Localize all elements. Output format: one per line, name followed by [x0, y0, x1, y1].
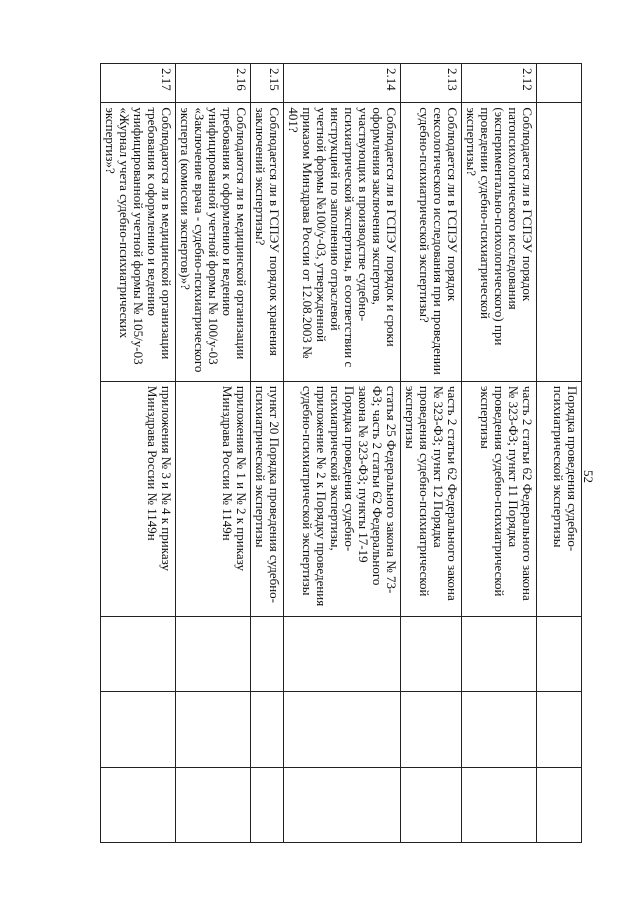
row-question: Соблюдается ли в ГСПЭУ порядок и сроки оформления заключения экспертов, участвующих в производстве судебно-психиатрической экспертизы, в соответствии с инструкцией по заполнению отраслевой учетной формы №100/у-03, утвержденной приказом Минздрава России от 12.08.2003 № 401? [284, 103, 401, 382]
answer-cell-na [462, 767, 537, 842]
answer-cell-yes [101, 616, 176, 691]
row-reference: часть 2 статьи 62 Федерального закона № 323-ФЗ; пункт 11 Порядка проведения судебно-психиатрической экспертизы [462, 381, 537, 616]
row-number [537, 64, 582, 103]
row-question [537, 103, 582, 382]
table-row [101, 64, 176, 843]
row-number: 2.12 [462, 64, 537, 103]
answer-cell-no [537, 692, 582, 767]
answer-cell-yes [284, 616, 401, 691]
answer-cell-na [537, 767, 582, 842]
table-row [251, 64, 284, 843]
rotated-table-container [103, 63, 582, 843]
row-number: 2.15 [251, 64, 284, 103]
row-number: 2.16 [176, 64, 251, 103]
row-question: Соблюдаются ли в медицинской организации требования к оформлению и ведению унифицированной учетной формы № 105/у-03 «Журнал учета судебно-психиатрических экспертиз»? [101, 103, 176, 382]
table-row [401, 64, 462, 843]
row-reference: пункт 20 Порядка проведения судебно-психиатрической экспертизы [251, 381, 284, 616]
row-reference: приложения № 1 и № 2 к приказу Минздрава России № 1149н [176, 381, 251, 616]
answer-cell-na [251, 767, 284, 842]
row-reference: статья 25 Федерального закона № 73-ФЗ; часть 2 статьи 62 Федерального закона № 323-ФЗ; пункты 17-19 Порядка проведения судебно-психиатрической экспертизы, приложение № 2 к Порядку проведения судебно-психиатрической экспертизы [284, 381, 401, 616]
answer-cell-na [401, 767, 462, 842]
answer-cell-yes [176, 616, 251, 691]
table-row [284, 64, 401, 843]
answer-cell-yes [462, 616, 537, 691]
table-row-continuation [537, 64, 582, 843]
row-reference: Порядка проведения судебно-психиатрической экспертизы [537, 381, 582, 616]
row-question: Соблюдается ли в ГСПЭУ порядок сексологического исследования при проведении судебно-психиатрической экспертизы? [401, 103, 462, 382]
answer-cell-na [101, 767, 176, 842]
row-question: Соблюдается ли в ГСПЭУ порядок хранения заключений экспертизы? [251, 103, 284, 382]
answer-cell-no [251, 692, 284, 767]
row-question: Соблюдаются ли в медицинской организации требования к оформлению и ведению унифицированной учетной формы № 100/у-03 «Заключение врача - судебно-психиатрического эксперта (комиссии экспертов)»? [176, 103, 251, 382]
row-question: Соблюдается ли в ГСПЭУ порядок патопсихологического исследования (экспериментально-психологического) при проведении судебно-психиатрической экспертизы? [462, 103, 537, 382]
table-row [462, 64, 537, 843]
answer-cell-no [101, 692, 176, 767]
row-reference: часть 2 статьи 62 Федерального закона № 323-ФЗ; пункт 12 Порядка проведения судебно-психиатрической экспертизы [401, 381, 462, 616]
row-number: 2.13 [401, 64, 462, 103]
row-number: 2.17 [101, 64, 176, 103]
answer-cell-no [176, 692, 251, 767]
checklist-table [100, 63, 582, 843]
answer-cell-yes [401, 616, 462, 691]
answer-cell-na [284, 767, 401, 842]
row-reference: приложения № 3 и № 4 к приказу Минздрава России № 1149н [101, 381, 176, 616]
answer-cell-yes [251, 616, 284, 691]
answer-cell-no [401, 692, 462, 767]
answer-cell-no [284, 692, 401, 767]
page-number: 52 [581, 470, 596, 483]
answer-cell-no [462, 692, 537, 767]
table-row [176, 64, 251, 843]
answer-cell-yes [537, 616, 582, 691]
answer-cell-na [176, 767, 251, 842]
row-number: 2.14 [284, 64, 401, 103]
